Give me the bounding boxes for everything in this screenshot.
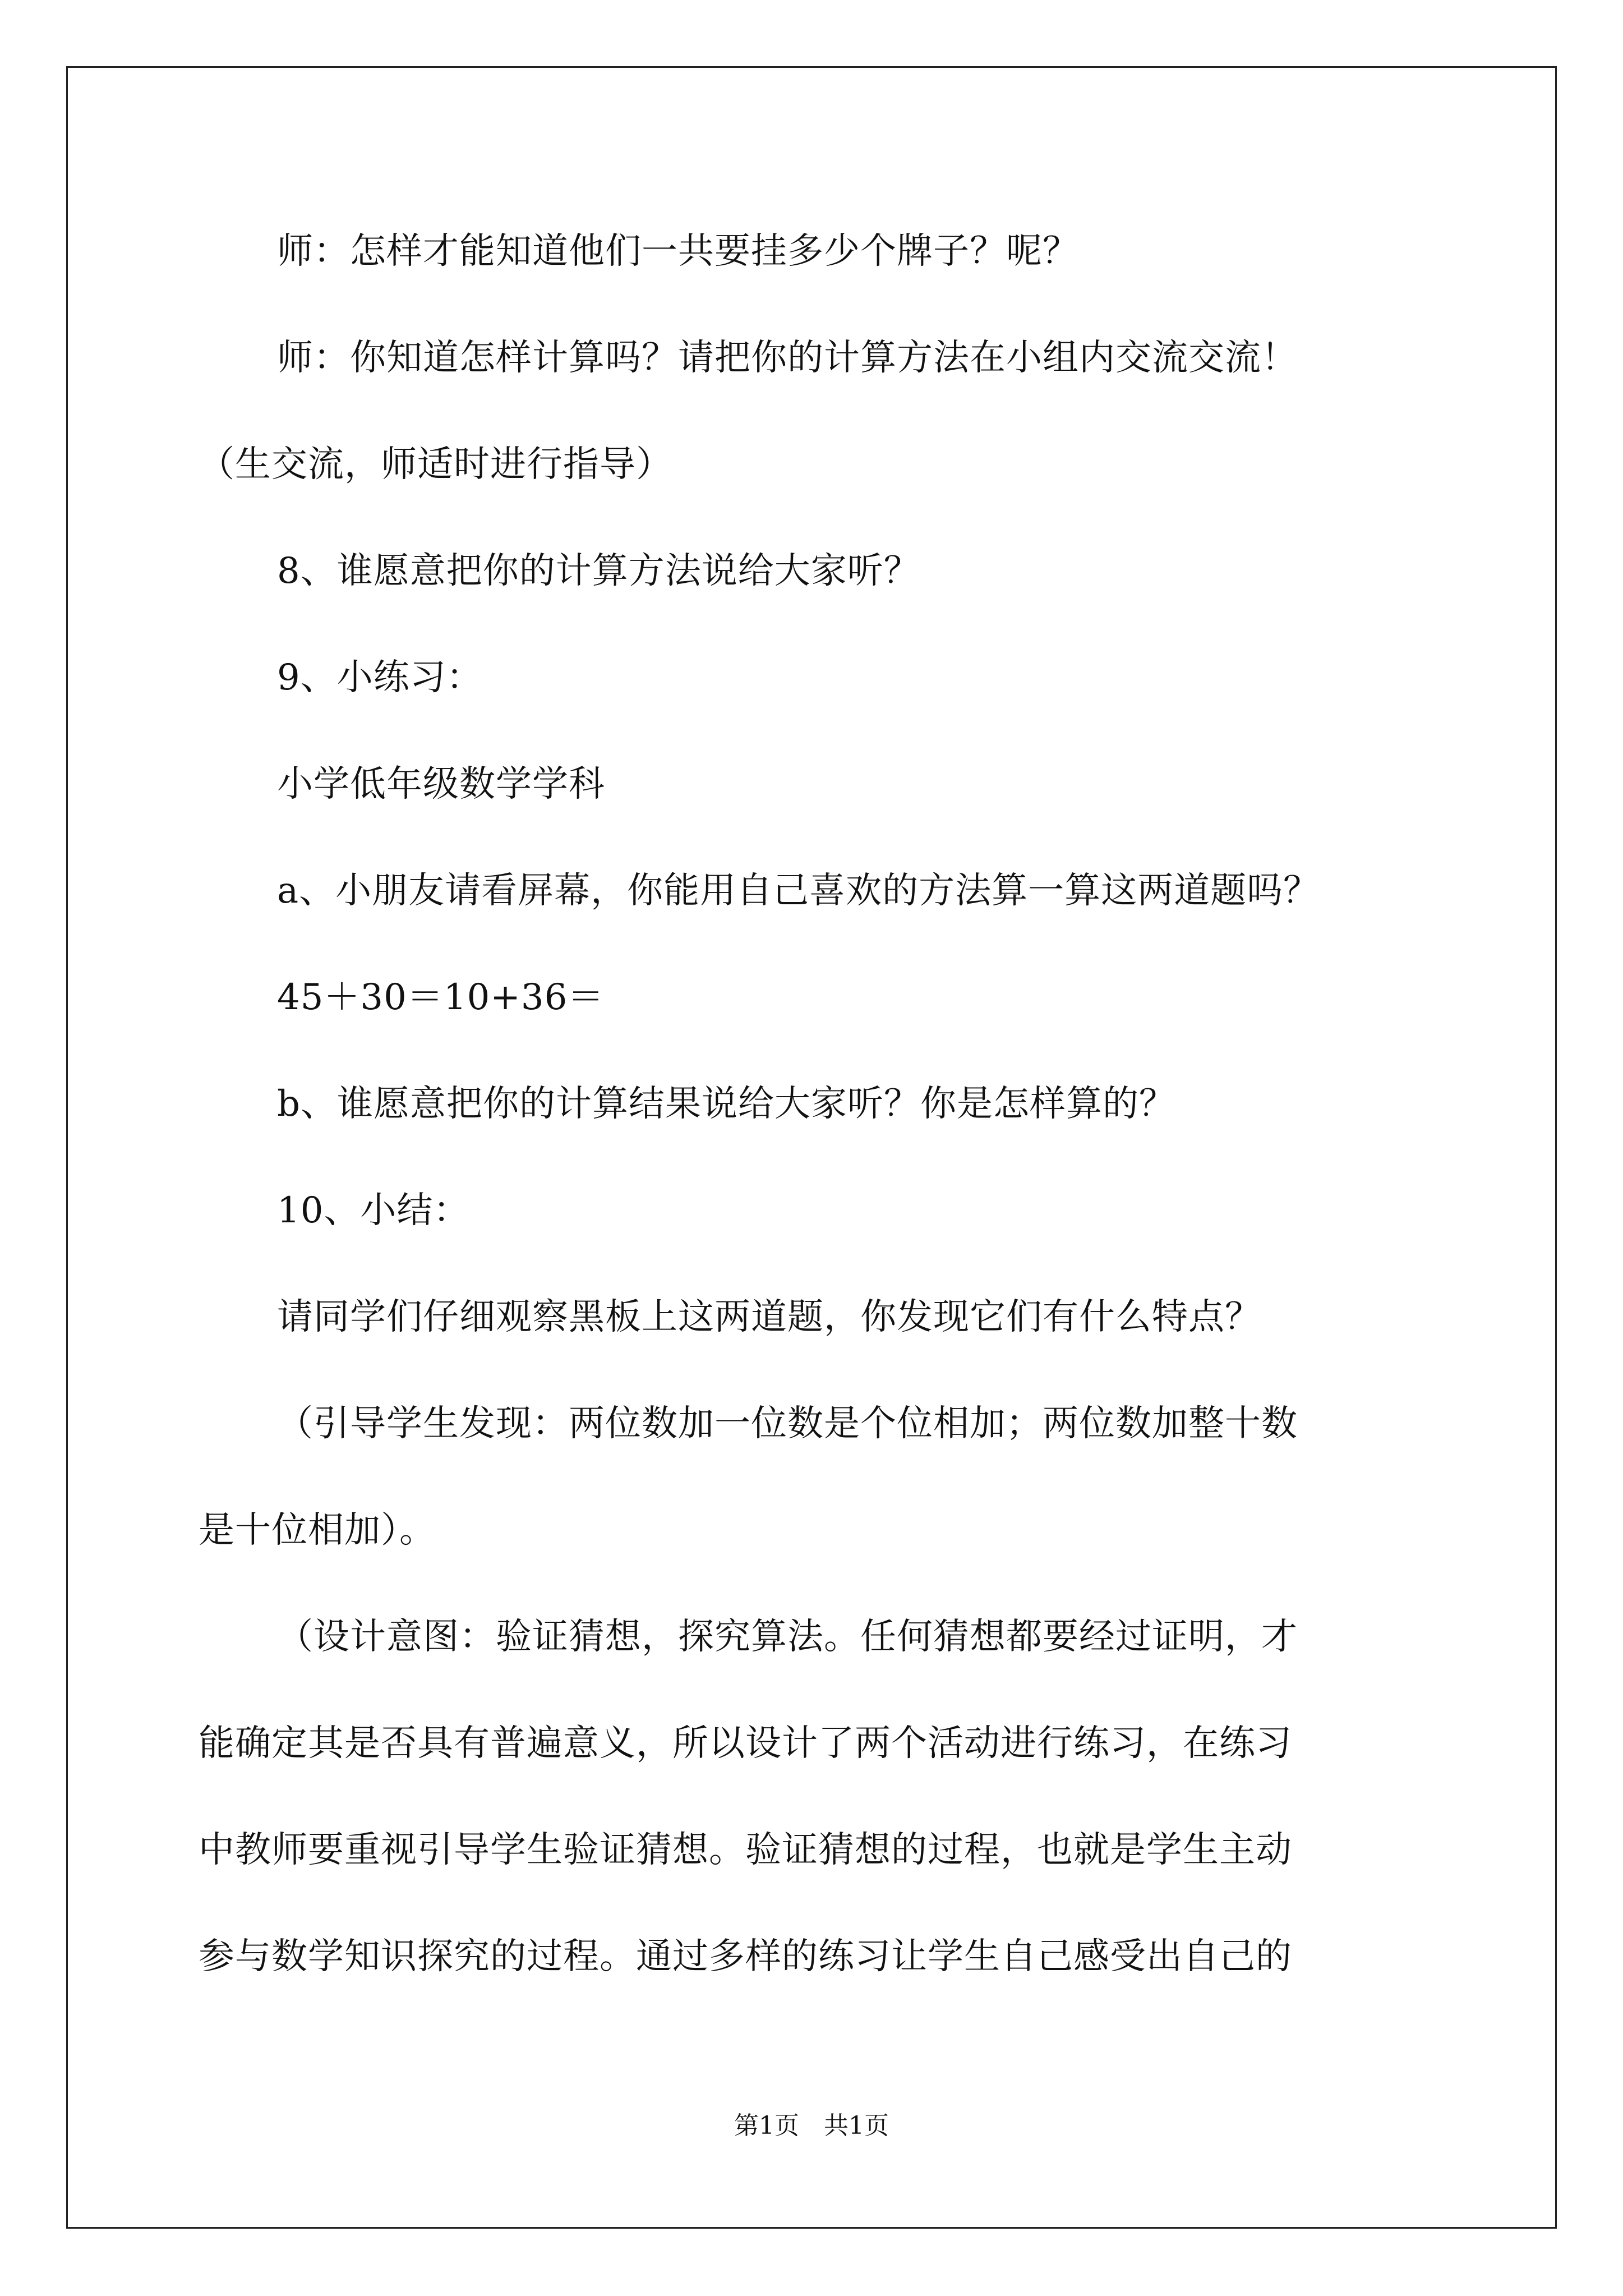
paragraph-line: 8、谁愿意把你的计算方法说给大家听？	[277, 550, 920, 592]
page-border	[66, 66, 1557, 2229]
paragraph-line: 小学低年级数学学科	[277, 763, 605, 805]
page-number-footer: 第1页 共1页	[734, 2111, 889, 2140]
paragraph-line: 9、小练习：	[277, 657, 483, 698]
paragraph-line: 中教师要重视引导学生验证猜想。验证猜想的过程，也就是学生主动	[199, 1829, 1292, 1871]
paragraph-line: 师：你知道怎样计算吗？请把你的计算方法在小组内交流交流！	[277, 337, 1298, 379]
paragraph-line: 是十位相加）。	[199, 1510, 436, 1551]
paragraph-line: 参与数学知识探究的过程。通过多样的练习让学生自己感受出自己的	[199, 1936, 1292, 1977]
paragraph-line: 师：怎样才能知道他们一共要挂多少个牌子？呢？	[277, 231, 1079, 272]
paragraph-line: 能确定其是否具有普遍意义，所以设计了两个活动进行练习，在练习	[199, 1723, 1292, 1764]
paragraph-line: 45＋30＝10+36＝	[277, 977, 605, 1018]
paragraph-line: （生交流，师适时进行指导）	[199, 444, 672, 485]
paragraph-line: b、谁愿意把你的计算结果说给大家听？你是怎样算的？	[277, 1083, 1175, 1125]
paragraph-line: （设计意图：验证猜想，探究算法。任何猜想都要经过证明，才	[277, 1616, 1298, 1658]
paragraph-line: 请同学们仔细观察黑板上这两道题，你发现它们有什么特点？	[277, 1296, 1261, 1338]
paragraph-line: a、小朋友请看屏幕，你能用自己喜欢的方法算一算这两道题吗？	[277, 870, 1320, 912]
paragraph-line: 10、小结：	[277, 1190, 470, 1231]
paragraph-line: （引导学生发现：两位数加一位数是个位相加；两位数加整十数	[277, 1403, 1298, 1444]
